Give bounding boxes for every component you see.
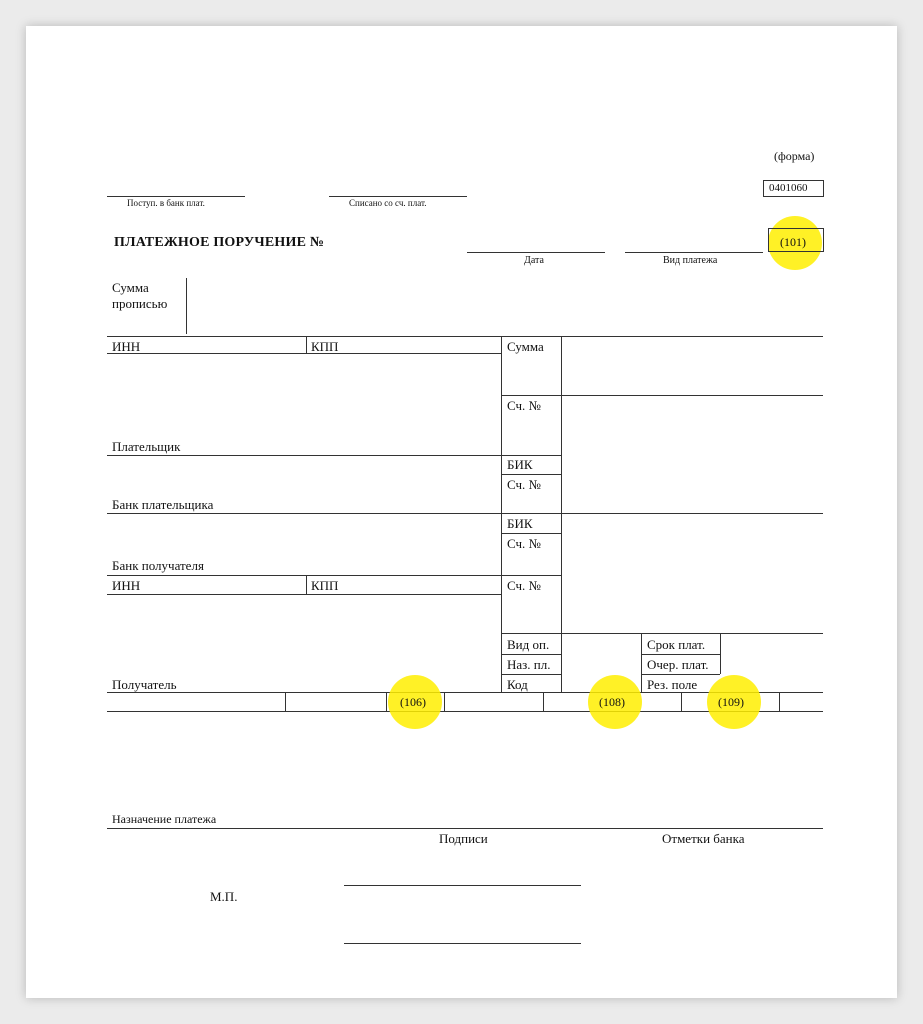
payer-inn-label: ИНН [112,339,141,354]
debited-label: Списано со сч. плат. [349,198,427,208]
grid-line [561,336,562,692]
purpose-code-label: Наз. пл. [507,657,551,672]
grid-line [107,594,501,595]
grid-line [306,575,307,594]
grid-line [107,513,823,514]
payer-bank-label: Банк плательщика [112,497,214,512]
grid-line [681,692,682,711]
payee-label: Получатель [112,677,177,692]
due-date-label: Срок плат. [647,637,706,652]
grid-line [779,692,780,711]
signatures-label: Подписи [439,831,488,846]
grid-line [501,633,823,634]
grid-line [641,633,642,692]
payment-order-sheet [26,26,897,998]
stamp-label: М.П. [210,889,238,904]
grid-line [107,575,561,576]
payee-corr-account-label: Сч. № [507,536,541,551]
sum-label: Сумма [507,339,544,354]
amount-words-divider [186,278,187,334]
grid-line [285,692,286,711]
field-109-label: (109) [718,695,744,709]
payer-kpp-label: КПП [311,339,339,354]
field-106-label: (106) [400,695,426,709]
payment-type-line [625,252,763,253]
purpose-line [107,828,823,829]
grid-line [501,474,561,475]
payee-kpp-label: КПП [311,578,339,593]
grid-line [501,395,823,396]
amount-words-label-1: Сумма [112,280,149,295]
payer-corr-account-label: Сч. № [507,477,541,492]
document-title: ПЛАТЕЖНОЕ ПОРУЧЕНИЕ № [114,235,325,250]
grid-line [501,654,561,655]
payment-purpose-label: Назначение платежа [112,812,217,826]
payee-account-label: Сч. № [507,578,541,593]
amount-words-label-2: прописью [112,296,168,311]
grid-line [107,455,501,456]
payee-inn-label: ИНН [112,578,141,593]
priority-label: Очер. плат. [647,657,709,672]
grid-line [107,336,823,337]
debited-date-line [329,196,467,197]
signature-line-1[interactable] [344,885,581,886]
payer-account-label: Сч. № [507,398,541,413]
grid-line [641,674,720,675]
grid-line [720,633,721,674]
payee-bank-label: Банк получателя [112,558,204,573]
bank-marks-label: Отметки банка [662,831,745,846]
field-108-label: (108) [599,695,625,709]
payment-type-label: Вид платежа [663,255,718,266]
date-label: Дата [524,255,544,266]
grid-line [501,674,561,675]
payer-label: Плательщик [112,439,181,454]
grid-line [306,336,307,353]
code-label: Код [507,677,528,692]
received-date-line [107,196,245,197]
payee-bik-label: БИК [507,516,533,531]
grid-line [386,692,387,711]
grid-line [501,533,561,534]
grid-line [641,654,720,655]
form-code: 0401060 [769,182,808,194]
field-101-label: (101) [780,235,806,249]
received-label: Поступ. в банк плат. [127,198,205,208]
date-line [467,252,605,253]
payer-bik-label: БИК [507,457,533,472]
reserve-field-label: Рез. поле [647,677,698,692]
grid-line [501,336,502,692]
form-label: (форма) [774,149,815,163]
grid-line [444,692,445,711]
op-type-label: Вид оп. [507,637,550,652]
grid-line [107,353,501,354]
grid-line [543,692,544,711]
signature-line-2[interactable] [344,943,581,944]
grid-line [501,455,561,456]
